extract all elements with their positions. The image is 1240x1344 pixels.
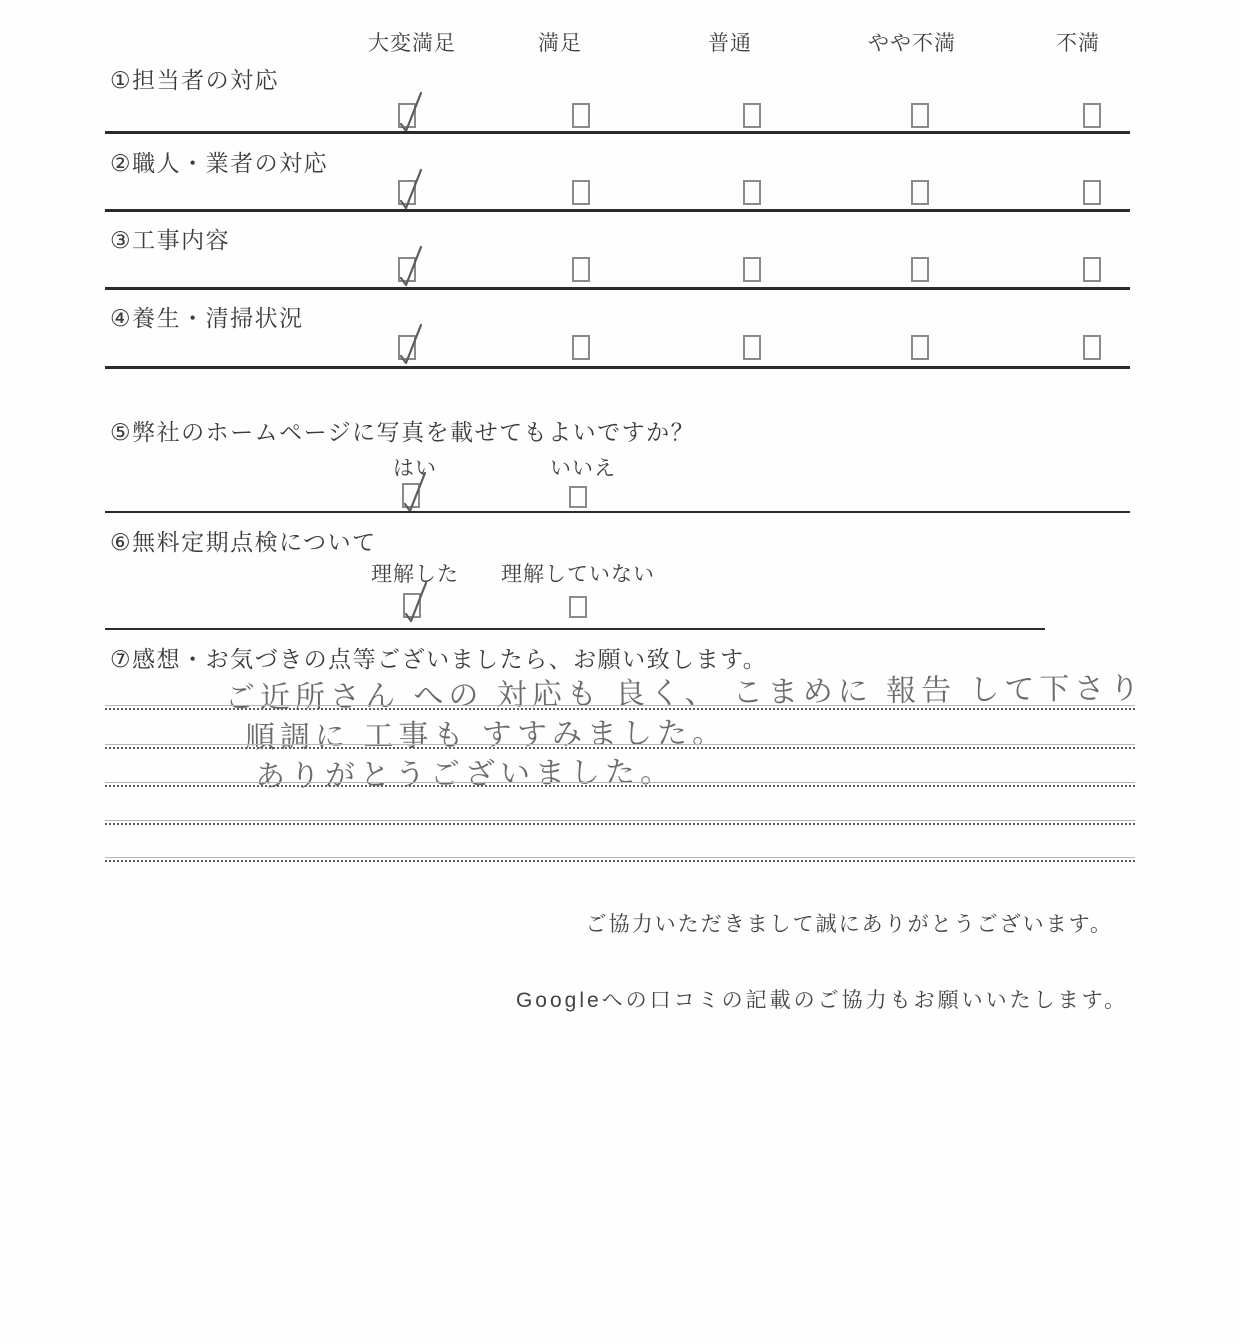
rating-header-very-satisfied: 大変満足	[368, 32, 456, 55]
q3-checkbox-dissatisfied[interactable]	[1083, 257, 1101, 282]
q2-checkbox-normal[interactable]	[743, 180, 761, 205]
divider-line	[105, 366, 1130, 369]
check-mark-icon	[392, 319, 426, 367]
q4-checkbox-satisfied[interactable]	[572, 335, 590, 360]
divider-line	[105, 131, 1130, 134]
q6-option-understood-label: 理解した	[371, 563, 459, 586]
q1-checkbox-normal[interactable]	[743, 103, 761, 128]
rating-header-dissatisfied: 不満	[1056, 32, 1100, 55]
q3-checkbox-normal[interactable]	[743, 257, 761, 282]
check-mark-icon	[392, 87, 426, 135]
q2-checkbox-somewhat-dissatisfied[interactable]	[911, 180, 929, 205]
divider-line	[105, 209, 1130, 212]
thanks-message: ご協力いただきまして誠にありがとうございます。	[585, 913, 1113, 936]
q6-checkbox-not-understood[interactable]	[569, 596, 587, 618]
rating-header-normal: 普通	[708, 32, 752, 55]
divider-line	[105, 511, 1130, 513]
q3-checkbox-very-satisfied[interactable]	[398, 257, 416, 282]
q6-checkbox-understood[interactable]	[403, 593, 421, 618]
question-3-rating-row	[0, 257, 1240, 283]
question-3-label: ③工事内容	[110, 227, 231, 253]
handwritten-comment-line-3: ありがとうございました。	[254, 755, 676, 794]
question-2-label: ②職人・業者の対応	[110, 150, 329, 176]
q1-checkbox-very-satisfied[interactable]	[398, 103, 416, 128]
check-mark-icon	[397, 577, 431, 625]
q5-option-no-label: いいえ	[550, 457, 616, 480]
q4-checkbox-somewhat-dissatisfied[interactable]	[911, 335, 929, 360]
rating-header-somewhat-dissatisfied: やや不満	[868, 32, 956, 55]
question-1-rating-row	[0, 103, 1240, 129]
question-4-rating-row	[0, 335, 1240, 361]
check-mark-icon	[392, 241, 426, 289]
comment-writing-line	[105, 782, 1135, 787]
comment-writing-line	[105, 857, 1135, 862]
q1-checkbox-somewhat-dissatisfied[interactable]	[911, 103, 929, 128]
question-6-label: ⑥無料定期点検について	[110, 529, 377, 555]
question-5-label: ⑤弊社のホームページに写真を載せてもよいですか？	[110, 419, 696, 445]
q2-checkbox-very-satisfied[interactable]	[398, 180, 416, 205]
q5-checkbox-no[interactable]	[569, 486, 587, 508]
q4-checkbox-very-satisfied[interactable]	[398, 335, 416, 360]
comment-writing-line	[105, 820, 1135, 825]
google-review-request: Googleへの口コミの記載のご協力もお願いいたします。	[515, 989, 1128, 1012]
q6-option-not-understood-label: 理解していない	[501, 563, 655, 586]
handwritten-comment-line-1: ご近所さん への 対応も 良く、 こまめに 報告 して下さり	[224, 672, 1145, 715]
check-mark-icon	[396, 467, 430, 515]
q1-checkbox-dissatisfied[interactable]	[1083, 103, 1101, 128]
question-5-option-row	[0, 483, 1240, 509]
handwritten-comment-line-2: 順調に 工事も すすみました。	[244, 716, 728, 755]
question-2-rating-row	[0, 180, 1240, 206]
q2-checkbox-dissatisfied[interactable]	[1083, 180, 1101, 205]
check-mark-icon	[392, 164, 426, 212]
question-7-label: ⑦感想・お気づきの点等ございましたら、お願い致します。	[110, 646, 768, 672]
q4-checkbox-dissatisfied[interactable]	[1083, 335, 1101, 360]
q3-checkbox-satisfied[interactable]	[572, 257, 590, 282]
q5-option-yes-label: はい	[393, 457, 437, 480]
q1-checkbox-satisfied[interactable]	[572, 103, 590, 128]
q3-checkbox-somewhat-dissatisfied[interactable]	[911, 257, 929, 282]
q2-checkbox-satisfied[interactable]	[572, 180, 590, 205]
question-4-label: ④養生・清掃状況	[110, 305, 304, 331]
question-1-label: ①担当者の対応	[110, 67, 280, 93]
q5-checkbox-yes[interactable]	[402, 483, 420, 508]
question-6-option-row	[0, 593, 1240, 619]
divider-line	[105, 287, 1130, 290]
q4-checkbox-normal[interactable]	[743, 335, 761, 360]
rating-header-satisfied: 満足	[538, 32, 582, 55]
divider-line	[105, 628, 1045, 630]
